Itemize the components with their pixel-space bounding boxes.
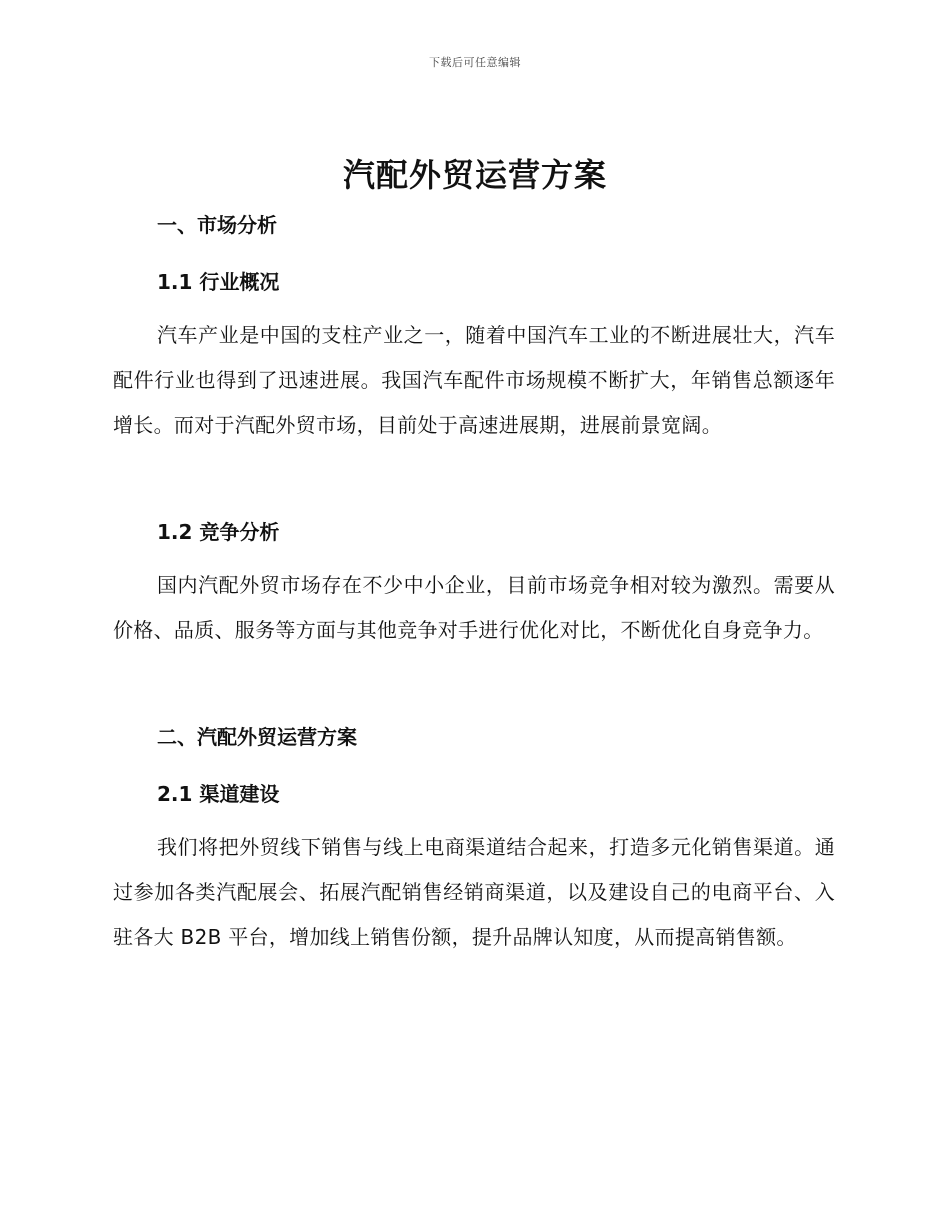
section-heading-operation-plan: 二、汽配外贸运营方案 xyxy=(157,725,357,749)
paragraph-competition-analysis: 国内汽配外贸市场存在不少中小企业，目前市场竞争相对较为激烈。需要从价格、品质、服务等方面与其他竞争对手进行优化对比，不断优化自身竞争力。 xyxy=(113,573,835,642)
subsection-heading-competition-analysis: 1.2 竞争分析 xyxy=(157,520,280,544)
section-heading-market-analysis: 一、市场分析 xyxy=(157,213,277,237)
document-title: 汽配外贸运营方案 xyxy=(342,156,607,194)
header-note: 下载后可任意编辑 xyxy=(429,56,521,69)
subsection-heading-industry-overview: 1.1 行业概况 xyxy=(157,270,280,294)
paragraph-industry-overview: 汽车产业是中国的支柱产业之一，随着中国汽车工业的不断进展壮大，汽车配件行业也得到了迅速进展。我国汽车配件市场规模不断扩大，年销售总额逐年增长。而对于汽配外贸市场，目前处于高速进展期，进展前景宽阔。 xyxy=(113,323,835,437)
subsection-heading-channel-building: 2.1 渠道建设 xyxy=(157,782,280,806)
paragraph-channel-building: 我们将把外贸线下销售与线上电商渠道结合起来，打造多元化销售渠道。通过参加各类汽配展会、拓展汽配销售经销商渠道，以及建设自己的电商平台、入驻各大 B2B 平台，增加线上销售份额，提升品牌认知度，从而提高销售额。 xyxy=(113,835,835,949)
